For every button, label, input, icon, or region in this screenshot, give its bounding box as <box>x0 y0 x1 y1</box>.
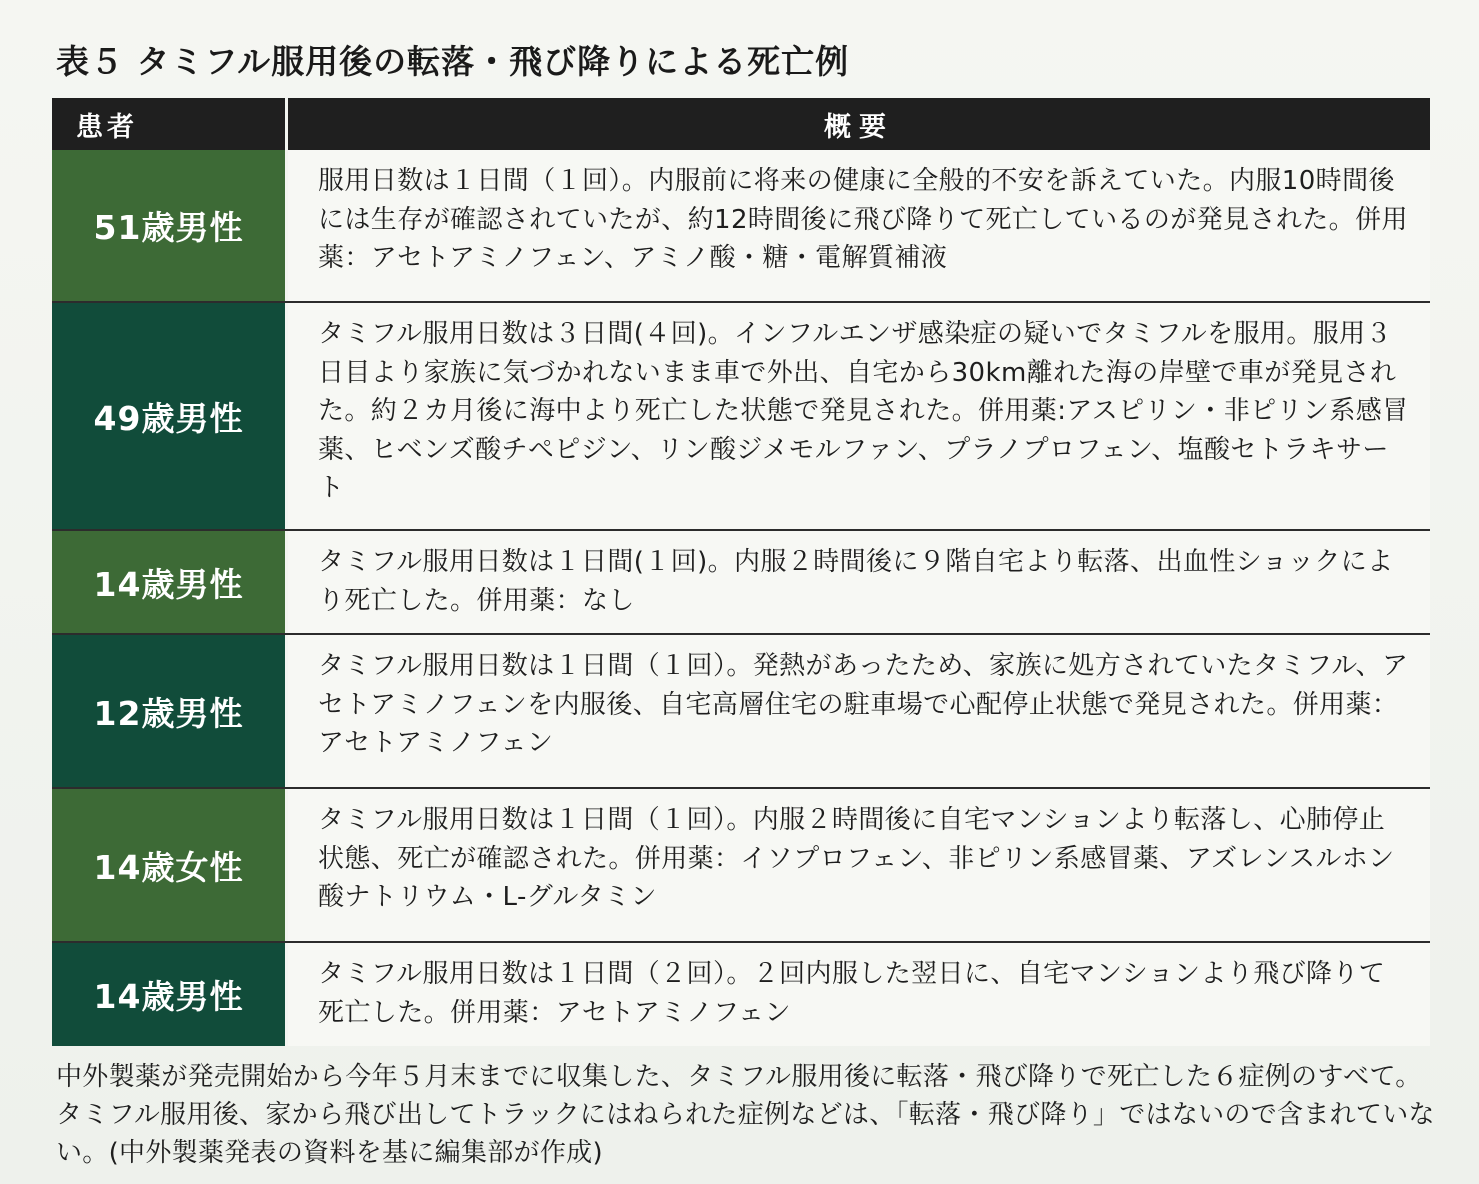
table-title: 表５ タミフル服用後の転落・飛び降りによる死亡例 <box>56 42 850 81</box>
patient-cell: 14歳男性 <box>52 943 288 1046</box>
table-row <box>52 635 1430 789</box>
summary-cell: タミフル服用日数は３日間(４回)。インフルエンザ感染症の疑いでタミフルを服用。服用３日目より家族に気づかれないまま車で外出、自宅から30km離れた海の岸壁で車が発見された。約２カ月後に海中より死亡した状態で発見された。併用薬:アスピリン・非ピリン系感冒薬、ヒベンズ酸チペピジン、リン酸ジメモルファン、プラノプロフェン、塩酸セトラキサート <box>288 303 1430 529</box>
summary-cell: タミフル服用日数は１日間（１回）。内服２時間後に自宅マンションより転落し、心肺停止状態、死亡が確認された。併用薬：イソプロフェン、非ピリン系感冒薬、アズレンスルホン酸ナトリウム・L-グルタミン <box>288 789 1430 941</box>
table-row <box>52 943 1430 1046</box>
table-row <box>52 150 1430 303</box>
table-row <box>52 303 1430 531</box>
patient-cell: 14歳女性 <box>52 789 288 941</box>
patient-cell: 14歳男性 <box>52 531 288 633</box>
table-header <box>52 98 1430 150</box>
summary-cell: 服用日数は１日間（１回）。内服前に将来の健康に全般的不安を訴えていた。内服10時間後には生存が確認されていたが、約12時間後に飛び降りて死亡しているのが発見された。併用薬：アセトアミノフェン、アミノ酸・糖・電解質補液 <box>288 150 1430 301</box>
patient-cell: 12歳男性 <box>52 635 288 787</box>
summary-cell: タミフル服用日数は１日間(１回)。内服２時間後に９階自宅より転落、出血性ショックにより死亡した。併用薬：なし <box>288 531 1430 633</box>
patient-cell: 51歳男性 <box>52 150 288 301</box>
header-summary: 概要 <box>824 111 894 143</box>
footnote: 中外製薬が発売開始から今年５月末までに収集した、タミフル服用後に転落・飛び降りで死亡した６症例のすべて。タミフル服用後、家から飛び出してトラックにはねられた症例などは、「転落・飛び降り」ではないので含まれていない。(中外製薬発表の資料を基に編集部が作成) <box>56 1062 1435 1168</box>
summary-cell: タミフル服用日数は１日間（１回）。発熱があったため、家族に処方されていたタミフル、アセトアミノフェンを内服後、自宅高層住宅の駐車場で心配停止状態で発見された。併用薬：アセトアミノフェン <box>288 635 1430 787</box>
patient-cell: 49歳男性 <box>52 303 288 529</box>
header-patient: 患者 <box>52 98 288 150</box>
table-row <box>52 531 1430 635</box>
fatality-table <box>52 98 1430 1046</box>
table-row <box>52 789 1430 943</box>
summary-cell: タミフル服用日数は１日間（２回）。２回内服した翌日に、自宅マンションより飛び降りて死亡した。併用薬：アセトアミノフェン <box>288 943 1430 1046</box>
